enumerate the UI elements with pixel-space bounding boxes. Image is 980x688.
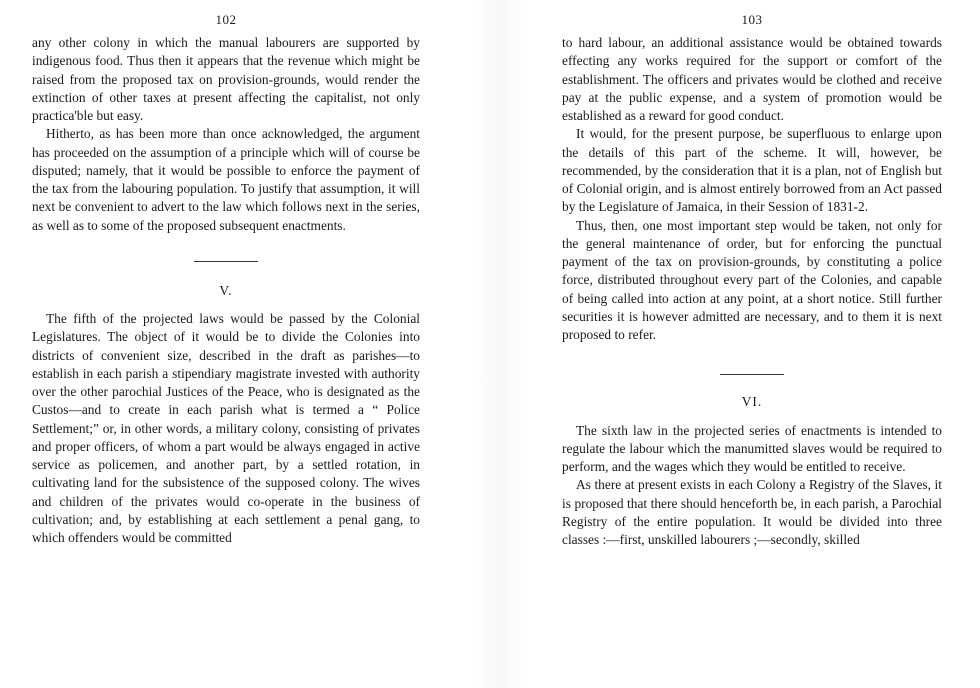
paragraph: any other colony in which the manual labourers are supported by indigenous food. Thus then it appears that the revenue which might be raised from the proposed tax on provision-grounds, would render the extinction of other taxes at present affecting the capitalist, not only practica'ble but easy. <box>32 35 420 123</box>
page-number: 103 <box>741 12 763 27</box>
page-text <box>562 34 942 549</box>
section-heading: V. <box>219 282 233 298</box>
left-page <box>32 0 420 688</box>
section-divider <box>194 261 258 262</box>
paragraph: Thus, then, one most important step would be taken, not only for the general maintenance of order, but for enforcing the punctual payment of the tax on provision-grounds, by constituting a police force, distributed throughout every part of the Colonies, and capable of being called into action at any point, at a short notice. Still further securities it is however admitted are necessary, and to them it is next proposed to refer. <box>562 217 942 342</box>
paragraph: to hard labour, an additional assistance would be obtained towards effecting any works required for the support or comfort of the establishment. The officers and privates would be clothed and receive pay at the public expense, and a system of promotion would be established as a reward for good conduct. <box>562 35 942 123</box>
section-divider <box>720 374 784 375</box>
page-number: 102 <box>215 12 237 27</box>
paragraph: The sixth law in the projected series of enactments is intended to regulate the labour which the manumitted slaves would be required to perform, and the wages which they would be entitled to receive. <box>562 422 942 474</box>
paragraph: It would, for the present purpose, be superfluous to enlarge upon the details of this part of the scheme. It will, however, be recommended, by the consideration that it is a plan, not of English but of Colonial origin, and is almost entirely borrowed from an Act passed by the Legislature of Jamaica, in their Session of 1831-2. <box>562 126 942 215</box>
section-heading: VI. <box>741 394 763 410</box>
paragraph: As there at present exists in each Colony a Registry of the Slaves, it is proposed that there should henceforth be, in each parish, a Parochial Registry of the entire population. It would be divided into three classes :—first, unskilled labourers ;—secondly, skilled <box>562 477 942 547</box>
paragraph: Hitherto, as has been more than once acknowledged, the argument has proceeded on the assumption of a principle which will of course be disputed; namely, that it would be possible to enforce the payment of the tax from the labouring population. To justify that assumption, it will next be convenient to advert to the law which follows next in the series, as well as to some of the proposed subsequent enactments. <box>32 126 420 233</box>
page-text <box>32 34 420 547</box>
right-page <box>562 0 942 688</box>
paragraph: The fifth of the projected laws would be passed by the Colonial Legislatures. The object of it would be to divide the Colonies into districts of convenient size, described in the draft as parishes—to establish in each parish a stipendiary magistrate invested with authority over the other parochial Justices of the Peace, who is designated as the Custos—and to create in each parish what is termed a “ Police Settlement;” or, in other words, a military colony, consisting of privates and proper officers, of whom a part would be always engaged in active service as policemen, and another part, by a settled rotation, in cultivating land for the subsistence of the supposed colony. The wives and children of the privates would co-operate in the business of cultivation; and, by establishing at each settlement a penal gang, to which offenders would be committed <box>32 311 420 545</box>
book-gutter <box>470 0 530 688</box>
